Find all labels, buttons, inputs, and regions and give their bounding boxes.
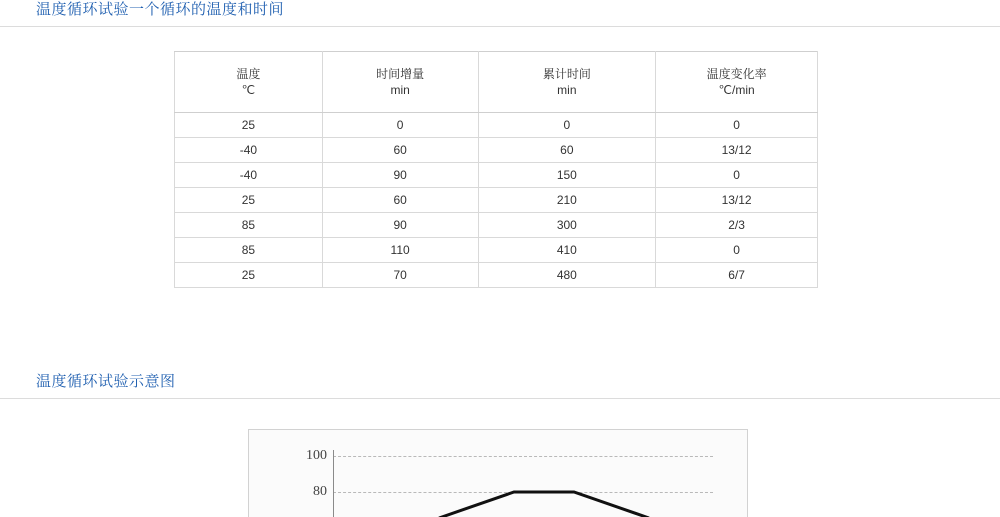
y-axis-tick-100: 100 [306, 448, 327, 463]
table-cell: 480 [478, 263, 656, 288]
table-cell: 110 [322, 238, 478, 263]
section-heading-chart: 温度循环试验示意图 [0, 372, 1000, 399]
table-cell: 13/12 [656, 188, 818, 213]
table-cell: 13/12 [656, 138, 818, 163]
table-cell: -40 [175, 163, 323, 188]
table-column-header-cumulative-time [478, 52, 656, 113]
table-cell: 60 [478, 138, 656, 163]
table-cell: 25 [175, 113, 323, 138]
table-cell: 0 [656, 238, 818, 263]
table-column-header-time-increment [322, 52, 478, 113]
header-unit: ℃/min [718, 83, 755, 97]
table-column-header-temperature [175, 52, 323, 113]
table-row [175, 188, 818, 213]
table-cell: 2/3 [656, 213, 818, 238]
table-cell: 25 [175, 188, 323, 213]
table-row [175, 263, 818, 288]
table-cell: 150 [478, 163, 656, 188]
section-heading-table: 温度循环试验一个循环的温度和时间 [0, 0, 1000, 27]
temperature-series-line [249, 430, 748, 517]
table-row [175, 213, 818, 238]
temperature-cycle-chart [248, 429, 748, 517]
table-row [175, 138, 818, 163]
header-title: 时间增量 [376, 67, 425, 81]
table-cell: 0 [656, 163, 818, 188]
table-cell: 410 [478, 238, 656, 263]
table-cell: 25 [175, 263, 323, 288]
table-cell: 90 [322, 213, 478, 238]
table-cell: 0 [478, 113, 656, 138]
table-header-row [175, 52, 818, 113]
header-unit: min [390, 83, 410, 97]
table-cell: -40 [175, 138, 323, 163]
y-axis-tick-80: 80 [313, 484, 327, 499]
table-row [175, 238, 818, 263]
table-cell: 6/7 [656, 263, 818, 288]
table-cell: 60 [322, 188, 478, 213]
header-title: 温度 [236, 67, 261, 81]
table-cell: 90 [322, 163, 478, 188]
table-cell: 210 [478, 188, 656, 213]
table-row [175, 163, 818, 188]
header-title: 温度变化率 [706, 67, 767, 81]
table-cell: 0 [656, 113, 818, 138]
table-column-header-rate-of-change [656, 52, 818, 113]
table-cell: 300 [478, 213, 656, 238]
table-cell: 70 [322, 263, 478, 288]
table-row [175, 113, 818, 138]
table-cell: 60 [322, 138, 478, 163]
table-cell: 0 [322, 113, 478, 138]
table-cell: 85 [175, 238, 323, 263]
header-title: 累计时间 [542, 67, 591, 81]
header-unit: min [557, 83, 577, 97]
header-unit: ℃ [241, 83, 256, 97]
temperature-cycle-table [174, 51, 818, 288]
table-cell: 85 [175, 213, 323, 238]
